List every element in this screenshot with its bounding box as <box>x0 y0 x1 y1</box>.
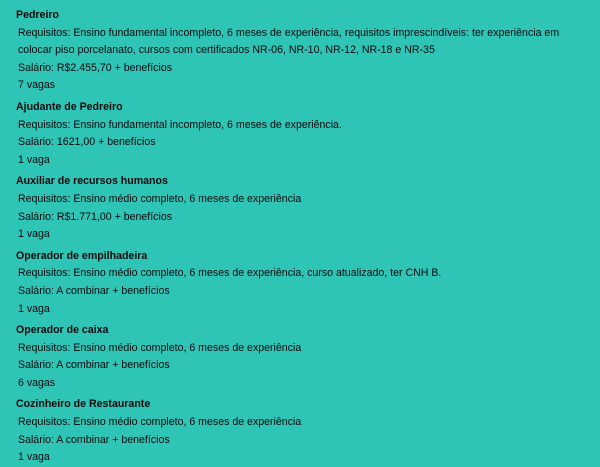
job-vacancies: 1 vaga <box>18 153 50 166</box>
job-requirements: Requisitos: Ensino médio completo, 6 meses de experiência, curso atualizado, ter CNH B. <box>18 267 442 280</box>
job-requirements: Requisitos: Ensino médio completo, 6 meses de experiência <box>18 416 302 429</box>
job-requirements: Requisitos: Ensino fundamental incompleto, 6 meses de experiência, requisitos imprescindíveis: ter experiência em colocar piso porcelanato, cursos com certificados NR-06, NR-10, NR-12, NR-18 e NR-35 <box>18 26 560 57</box>
job-listing-auxiliar-rh <box>16 173 590 243</box>
job-salary: Salário: 1621,00 + benefícios <box>18 136 156 149</box>
job-requirements: Requisitos: Ensino fundamental incompleto, 6 meses de experiência. <box>18 118 342 131</box>
job-title: Auxiliar de recursos humanos <box>16 175 168 188</box>
job-vacancies: 6 vagas <box>18 376 56 389</box>
job-title: Pedreiro <box>16 9 59 21</box>
job-salary: Salário: R$2.455,70 + benefícios <box>18 61 173 74</box>
job-listing-operador-de-empilhadeira <box>16 248 590 318</box>
job-listing-ajudante-de-pedreiro <box>16 99 590 169</box>
job-salary: Salário: A combinar + benefícios <box>18 433 170 446</box>
job-vacancies: 7 vagas <box>18 79 56 92</box>
job-requirements: Requisitos: Ensino médio completo, 6 meses de experiência <box>18 341 302 354</box>
job-title: Operador de empilhadeira <box>16 249 148 262</box>
job-requirements: Requisitos: Ensino médio completo, 6 meses de experiência <box>18 192 302 205</box>
job-vacancies: 1 vaga <box>18 302 50 315</box>
job-title: Operador de caixa <box>16 324 109 337</box>
job-vacancies: 1 vaga <box>18 228 50 241</box>
job-listing-cozinheiro-de-restaurante <box>16 396 590 466</box>
job-vacancies: 1 vaga <box>18 451 50 464</box>
job-salary: Salário: A combinar + benefícios <box>18 284 170 297</box>
job-listing-operador-de-caixa <box>16 322 590 392</box>
job-salary: Salário: R$1.771,00 + benefícios <box>18 210 173 223</box>
job-listing-pedreiro <box>16 7 590 95</box>
job-title: Ajudante de Pedreiro <box>16 100 123 113</box>
job-title: Cozinheiro de Restaurante <box>16 398 151 411</box>
job-salary: Salário: A combinar + benefícios <box>18 359 170 372</box>
